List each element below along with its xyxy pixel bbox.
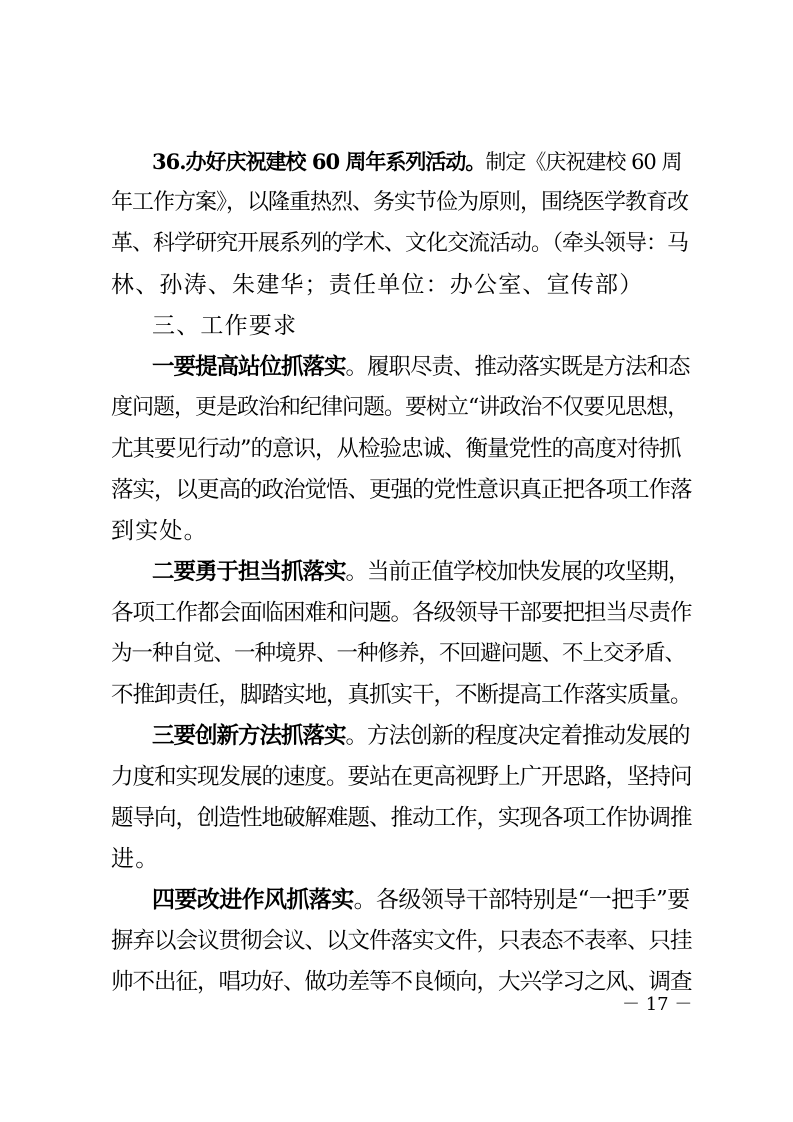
- req1-line-2: 度问题，更是政治和纪律问题。要树立“讲政治不仅要见思想，: [111, 395, 689, 420]
- req3-line-2: 力度和实现发展的速度。要站在更高视野上广开思路，坚持问: [111, 764, 692, 790]
- req3-text: 。方法创新的程度决定着推动发展的: [345, 723, 690, 749]
- section-heading: 三、工作要求: [152, 313, 298, 339]
- req2-text: 。当前正值学校加快发展的攻坚期，: [345, 559, 690, 585]
- item36-title: 36.办好庆祝建校 60 周年系列活动。: [152, 149, 486, 174]
- item36-text: 制定《庆祝建校 60 周: [485, 150, 682, 174]
- item36-line-4: 林、孙涛、朱建华；责任单位：办公室、宣传部）: [111, 272, 644, 298]
- req2-line-2: 各项工作都会面临困难和问题。各级领导干部要把担当尽责作: [111, 600, 692, 626]
- req3-line-1: [152, 721, 690, 751]
- req2-line-3: 为一种自觉、一种境界、一种修养，不回避问题、不上交矛盾、: [111, 641, 686, 666]
- req1-text: 。履职尽责、推动落实既是方法和态: [345, 354, 690, 380]
- item36-line-3: 革、科学研究开展系列的学术、文化交流活动。（牵头领导：马: [111, 231, 689, 256]
- req2-line-4: 不推卸责任，脚踏实地，真抓实干，不断提高工作落实质量。: [111, 682, 692, 708]
- req4-line-2: 摒弃以会议贯彻会议、以文件落实文件，只表态不表率、只挂: [111, 928, 692, 954]
- item36-line-2: 年工作方案》，以隆重热烈、务实节俭为原则，围绕医学教育改: [111, 190, 689, 215]
- req3-title: 三要创新方法抓落实: [152, 723, 346, 749]
- req1-line-5: 到实处。: [111, 518, 208, 544]
- req4-title: 四要改进作风抓落实: [152, 886, 354, 913]
- req1-line-3: 尤其要见行动”的意识，从检验忠诚、衡量党性的高度对待抓: [111, 436, 681, 462]
- page-number: － 17 －: [622, 994, 693, 1015]
- req1-line-1: [152, 352, 690, 382]
- req4-text: 。各级领导干部特别是“一把手”要: [353, 887, 690, 913]
- req3-line-3: 题导向，创造性地破解难题、推动工作，实现各项工作协调推: [111, 805, 692, 831]
- req2-title: 二要勇于担当抓落实: [152, 559, 346, 585]
- req2-line-1: [152, 557, 690, 587]
- req1-line-4: 落实，以更高的政治觉悟、更强的党性意识真正把各项工作落: [111, 477, 692, 503]
- req1-title: 一要提高站位抓落实: [152, 354, 346, 380]
- req4-line-3: 帅不出征，唱功好、做功差等不良倾向，大兴学习之风、调查: [111, 969, 692, 995]
- req3-line-4: 进。: [111, 846, 160, 872]
- req4-line-1: [152, 885, 690, 915]
- item36-line-1: [152, 147, 681, 177]
